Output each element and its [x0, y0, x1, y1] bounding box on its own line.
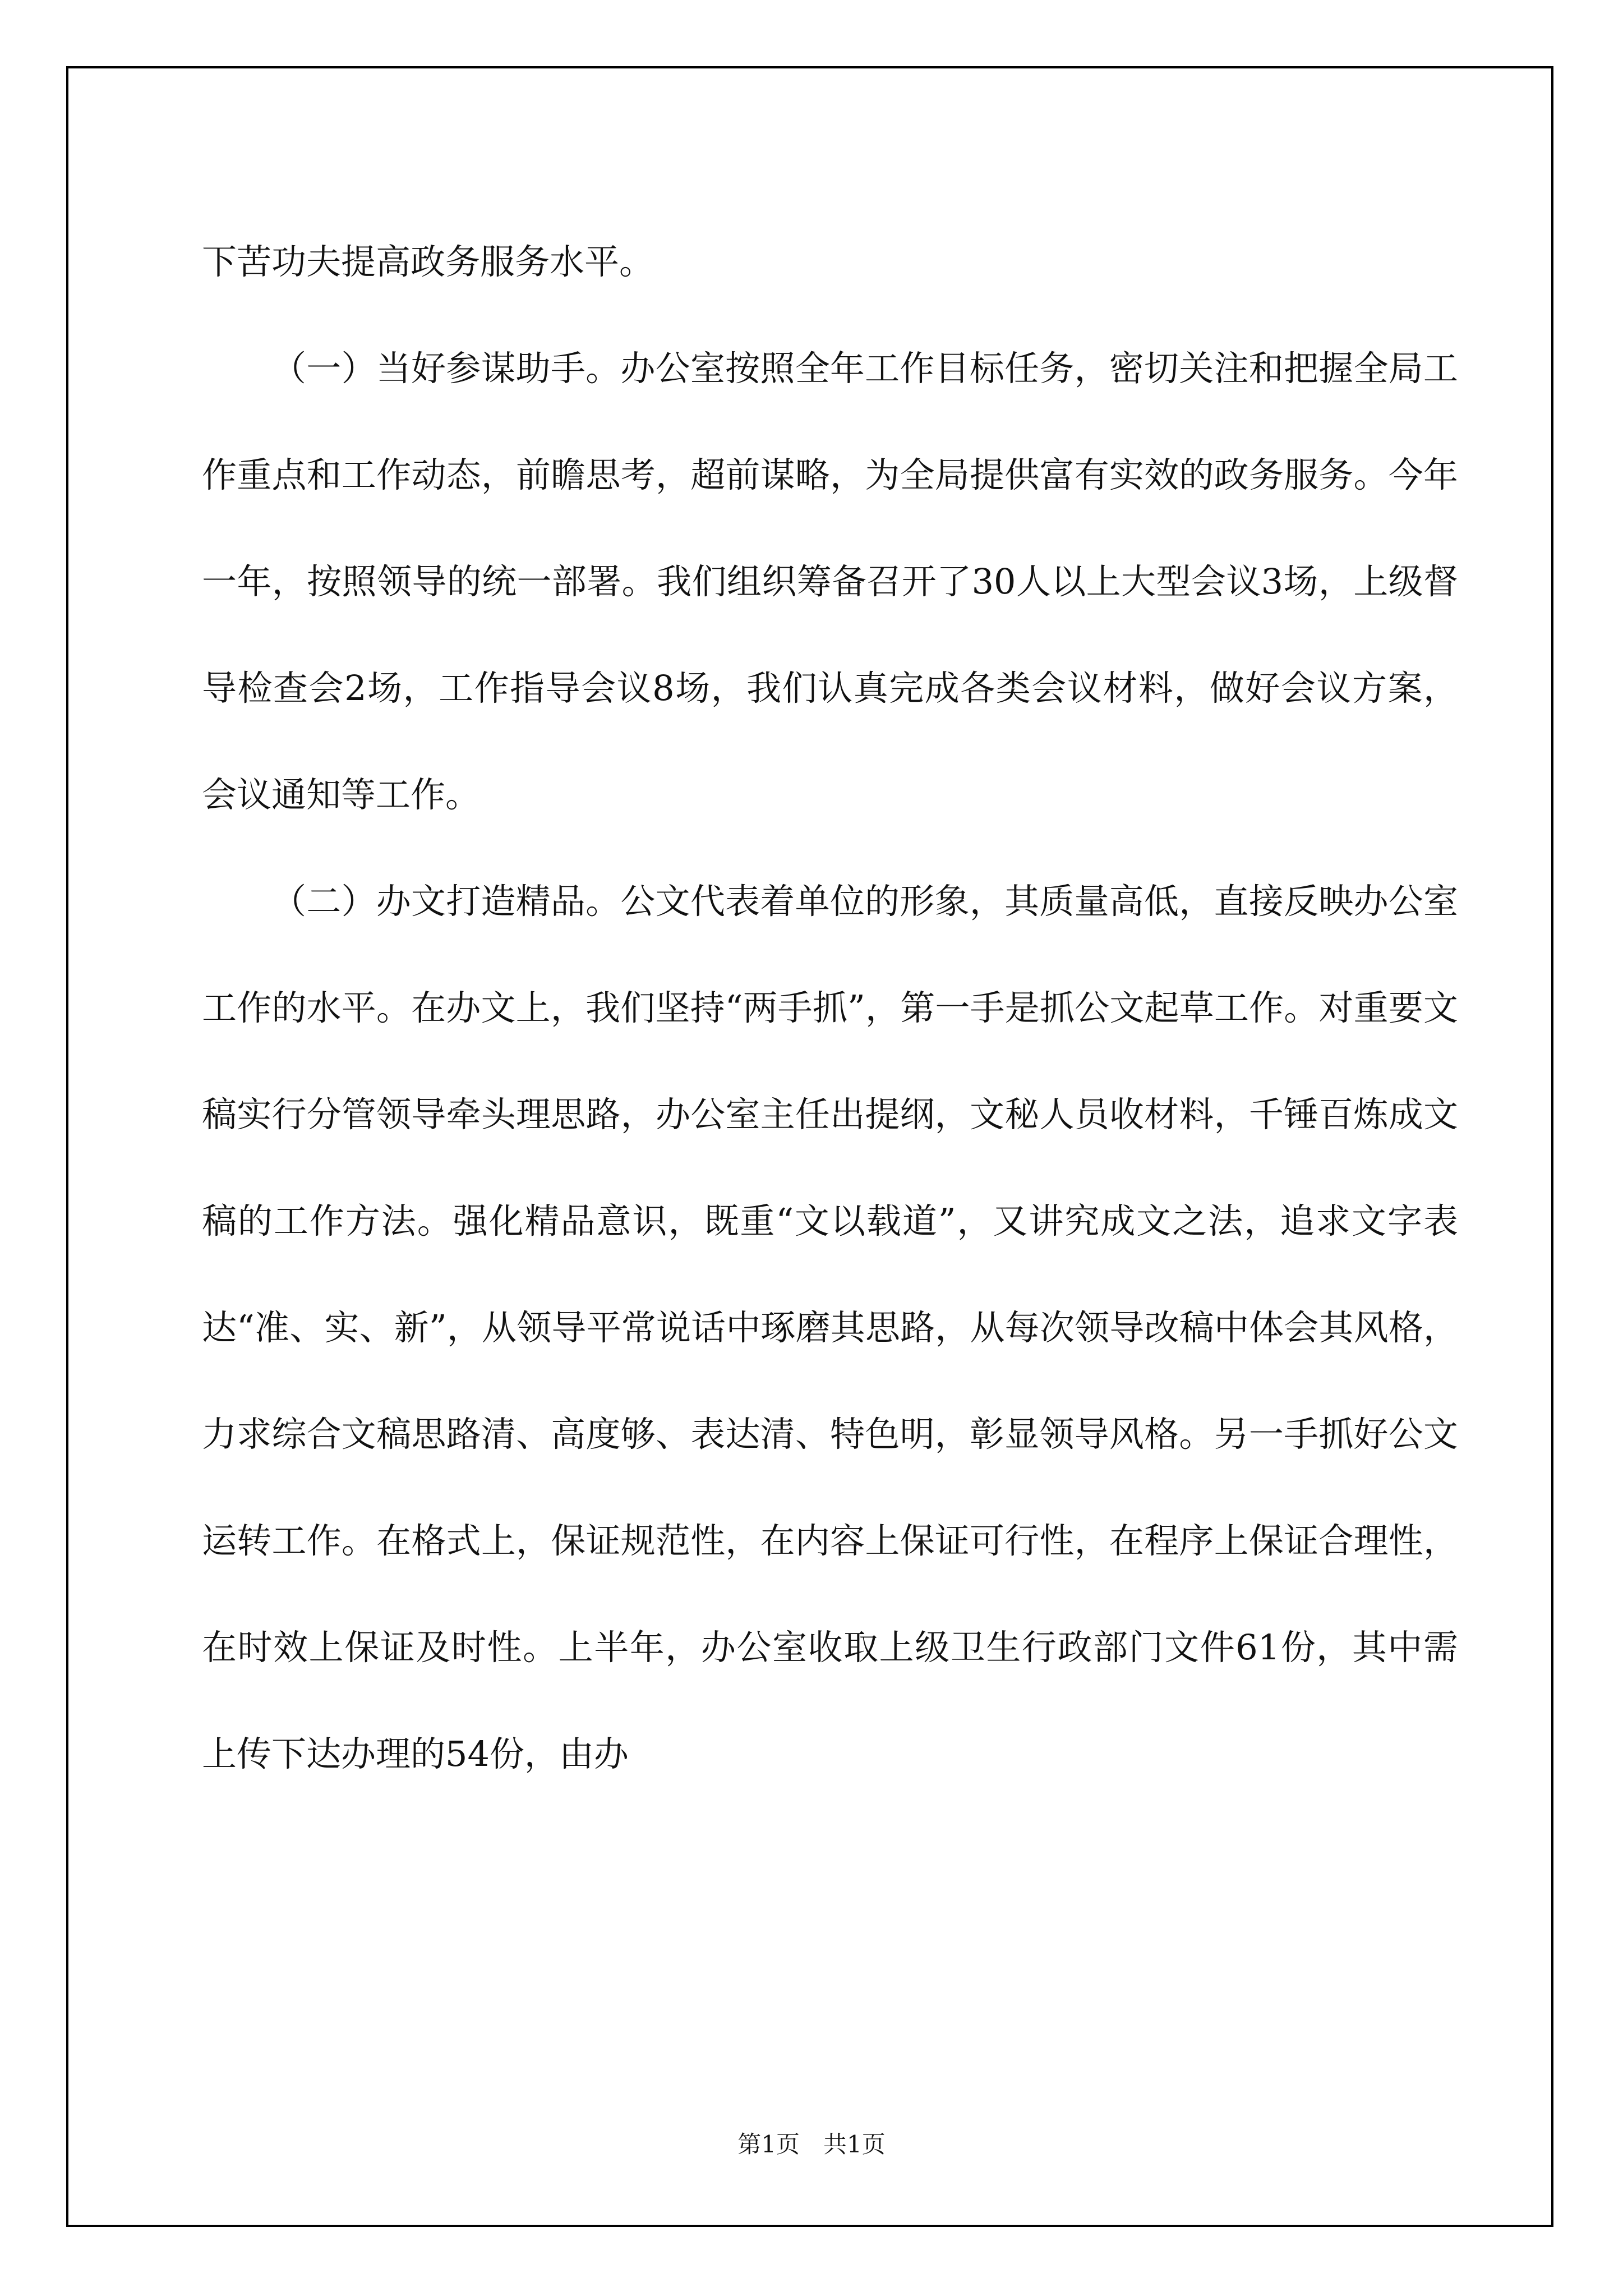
paragraph-section-1: （一）当好参谋助手。办公室按照全年工作目标任务，密切关注和把握全局工作重点和工作动态，前瞻思考，超前谋略，为全局提供富有实效的政务服务。今年一年，按照领导的统一部署。我们组织筹备召开了30人以上大型会议3场，上级督导检查会2场，工作指导会议8场，我们认真完成各类会议材料，做好会议方案，会议通知等工作。 [202, 348, 1458, 815]
paragraph-continuation: 下苦功夫提高政务服务水平。 [202, 241, 654, 282]
page-number-footer: 第1页 共1页 [737, 2131, 886, 2158]
paragraph-section-2: （二）办文打造精品。公文代表着单位的形象，其质量高低，直接反映办公室工作的水平。在办文上，我们坚持“两手抓”，第一手是抓公文起草工作。对重要文稿实行分管领导牵头理思路，办公室主任出提纲，文秘人员收材料，千锤百炼成文稿的工作方法。强化精品意识，既重“文以载道”，又讲究成文之法，追求文字表达“准、实、新”，从领导平常说话中琢磨其思路，从每次领导改稿中体会其风格，力求综合文稿思路清、高度够、表达清、特色明，彰显领导风格。另一手抓好公文运转工作。在格式上，保证规范性，在内容上保证可行性，在程序上保证合理性，在时效上保证及时性。上半年，办公室收取上级卫生行政部门文件61份，其中需上传下达办理的54份，由办 [202, 881, 1458, 1774]
document-body [202, 209, 1458, 1807]
